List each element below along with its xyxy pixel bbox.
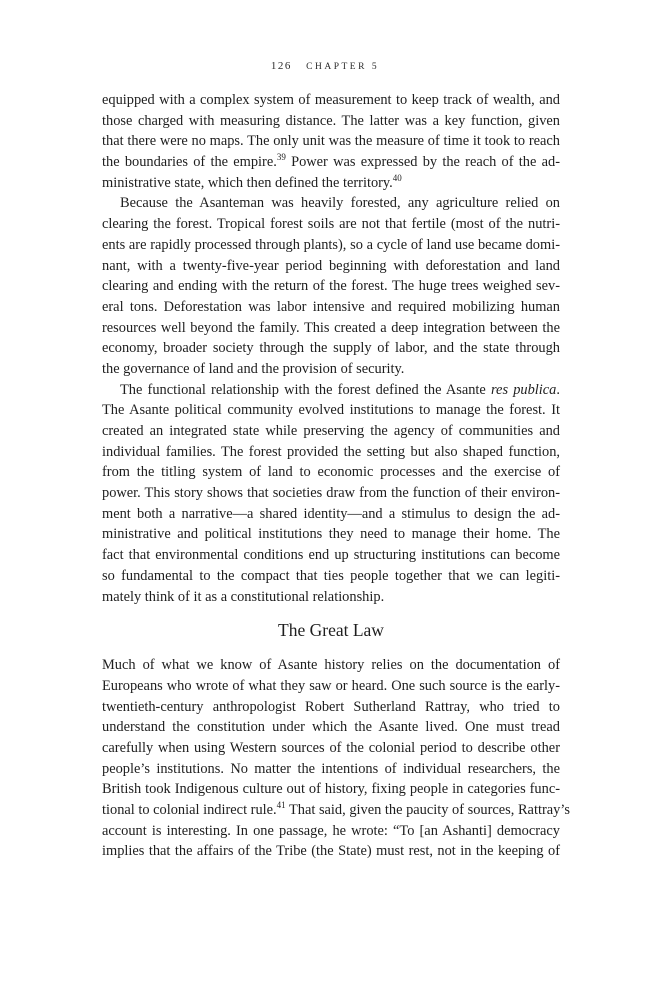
text-line: understand the constitution under which the Asante lived. One must tread bbox=[102, 719, 560, 736]
text-line: implies that the affairs of the Tribe (the State) must rest, not in the keeping of bbox=[102, 843, 560, 860]
text-line: Europeans who wrote of what they saw or heard. One such source is the early- bbox=[102, 677, 560, 694]
text-line: that there were no maps. The only unit was the measure of time it took to reach bbox=[102, 133, 560, 150]
text-line: ment both a narrative—a shared identity—and a stimulus to design the ad- bbox=[102, 505, 560, 522]
chapter-label: CHAPTER 5 bbox=[306, 62, 380, 72]
section-heading: The Great Law bbox=[278, 620, 384, 641]
italic-term: res publica bbox=[490, 381, 557, 398]
text-line: ents are rapidly processed through plants), so a cycle of land use became domi- bbox=[102, 236, 560, 253]
text-line: twentieth-century anthropologist Robert Sutherland Rattray, who tried to bbox=[102, 698, 560, 715]
text-line: mately think of it as a constitutional relationship. bbox=[102, 588, 385, 605]
text-line: the governance of land and the provision of security. bbox=[102, 360, 405, 377]
text-line: account is interesting. In one passage, he wrote: “To [an Ashanti] democracy bbox=[102, 822, 560, 839]
text-line: Much of what we know of Asante history relies on the documentation of bbox=[102, 657, 560, 674]
paragraph bbox=[102, 380, 560, 608]
text-line: created an integrated state while preserving the agency of communities and bbox=[102, 423, 560, 439]
text-line: people’s institutions. No matter the intentions of individual researchers, the bbox=[102, 760, 560, 777]
text-line: Because the Asanteman was heavily forested, any agriculture relied on bbox=[120, 195, 560, 212]
text-line: clearing the forest. Tropical forest soils are not that fertile (most of the nutri- bbox=[102, 216, 560, 233]
text-line: those charged with measuring distance. The latter was a key function, given bbox=[102, 112, 560, 129]
footnote-marker: 39 bbox=[276, 152, 286, 163]
footnote-marker: 41 bbox=[276, 800, 286, 811]
body-text bbox=[102, 90, 570, 862]
text-line: tional to colonial indirect rule.$^{41}$ That said, given the paucity of sources, Rattray’s bbox=[102, 800, 570, 818]
text-line: from the titling system of land to economic processes and the exercise of bbox=[102, 464, 560, 481]
text-line: ministrative and political institutions they need to manage their home. The bbox=[102, 526, 560, 543]
text-line: individual families. The forest provided the setting but also shaped function, bbox=[102, 443, 560, 460]
text-line: The functional relationship with the forest defined the Asante res publica. bbox=[120, 381, 560, 398]
text-line: nant, with a twenty-five-year period beginning with deforestation and land bbox=[102, 257, 560, 274]
text-line: equipped with a complex system of measurement to keep track of wealth, and bbox=[102, 92, 560, 108]
text-line: clearing and ending with the return of the forest. The huge trees weighed sev- bbox=[102, 278, 560, 295]
text-line: The Asante political community evolved institutions to manage the forest. It bbox=[102, 402, 560, 419]
paragraph bbox=[102, 90, 560, 193]
text-line: British took Indigenous culture out of history, fixing people in categories func- bbox=[102, 781, 560, 798]
text-line: the boundaries of the empire.$^{39}$ Power was expressed by the reach of the ad- bbox=[102, 152, 560, 171]
paragraph bbox=[102, 193, 560, 379]
text-line: economy, broader society through the supply of labor, and the state through bbox=[102, 340, 560, 357]
text-line: carefully when using Western sources of the colonial period to describe other bbox=[102, 739, 560, 756]
text-line: ministrative state, which then defined the territory.$^{40}$ bbox=[102, 172, 402, 191]
text-line: resources well beyond the family. This created a deep integration between the bbox=[102, 319, 560, 336]
paragraph bbox=[102, 655, 570, 862]
text-line: power. This story shows that societies draw from the function of their environ- bbox=[102, 485, 560, 502]
footnote-marker: 40 bbox=[392, 172, 402, 183]
text-line: so fundamental to the compact that ties people together that we can legiti- bbox=[102, 567, 560, 584]
running-head bbox=[0, 60, 650, 72]
page-number: 126 bbox=[270, 60, 292, 72]
text-line: fact that environmental conditions end up structuring institutions can become bbox=[102, 547, 560, 564]
text-line: eral tons. Deforestation was labor intensive and required mobilizing human bbox=[102, 298, 560, 315]
